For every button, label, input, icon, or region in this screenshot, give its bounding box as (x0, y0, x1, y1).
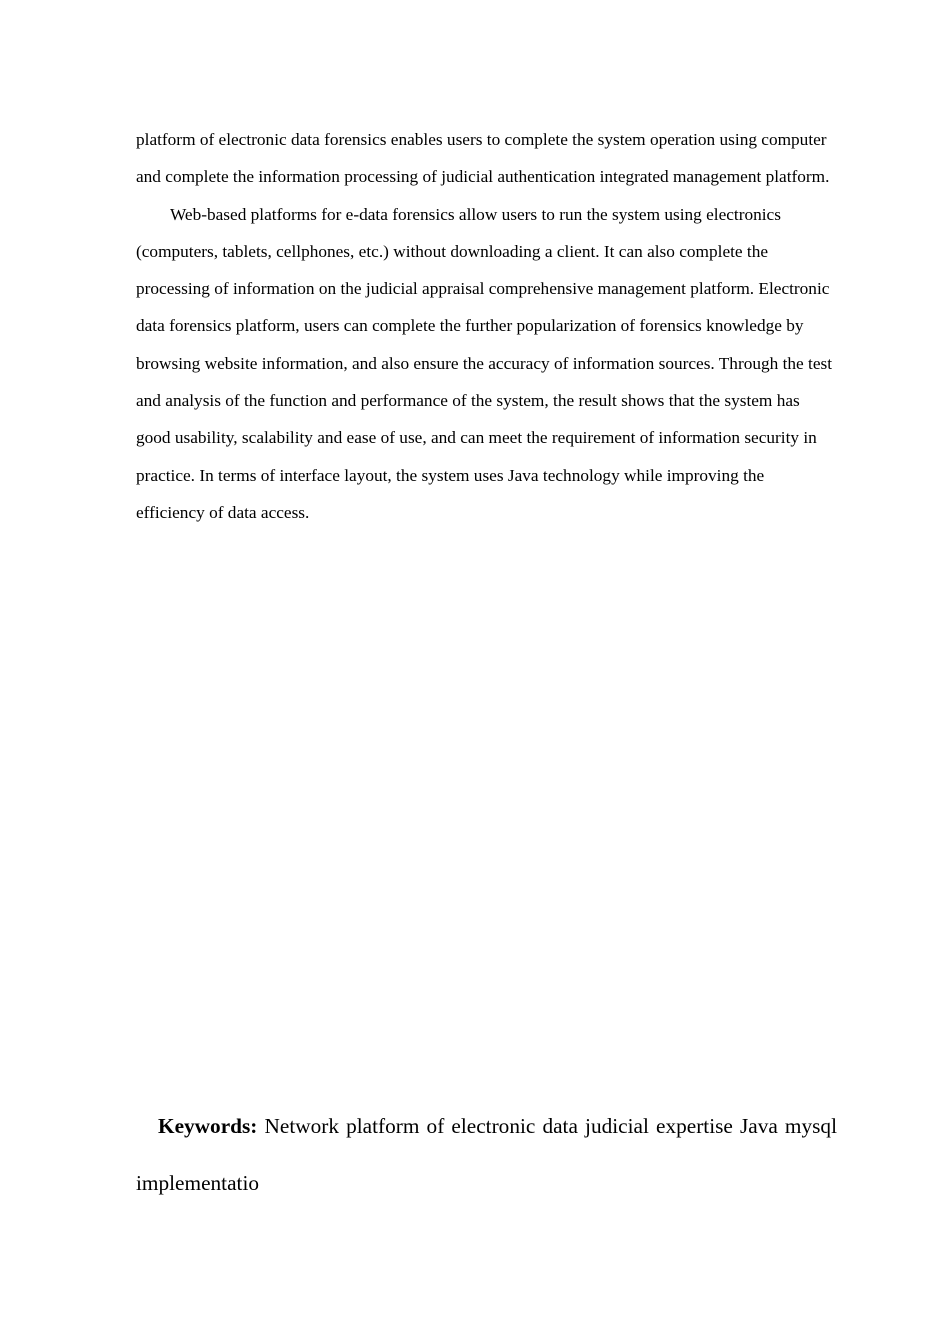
abstract-body (136, 121, 836, 531)
keywords-line (136, 1098, 837, 1212)
abstract-paragraph-2: Web-based platforms for e-data forensics allow users to run the system using electronics (computers, tablets, cellphones, etc.) without downloading a client. It can also complete the processing of information on the judicial appraisal comprehensive management platform. Electronic data forensics platform, users can complete the further popularization of forensics knowledge by browsing website information, and also ensure the accuracy of information sources. Through the test and analysis of the function and performance of the system, the result shows that the system has good usability, scalability and ease of use, and can meet the requirement of information security in practice. In terms of interface layout, the system uses Java technology while improving the efficiency of data access. (136, 204, 833, 522)
keywords-text: Network platform of electronic data judicial expertise Java mysql implementatio (136, 1114, 837, 1195)
abstract-paragraph-1: platform of electronic data forensics enables users to complete the system operation using computer and complete the information processing of judicial authentication integrated management platform. (136, 130, 830, 187)
keywords-label: Keywords: (158, 1114, 258, 1138)
